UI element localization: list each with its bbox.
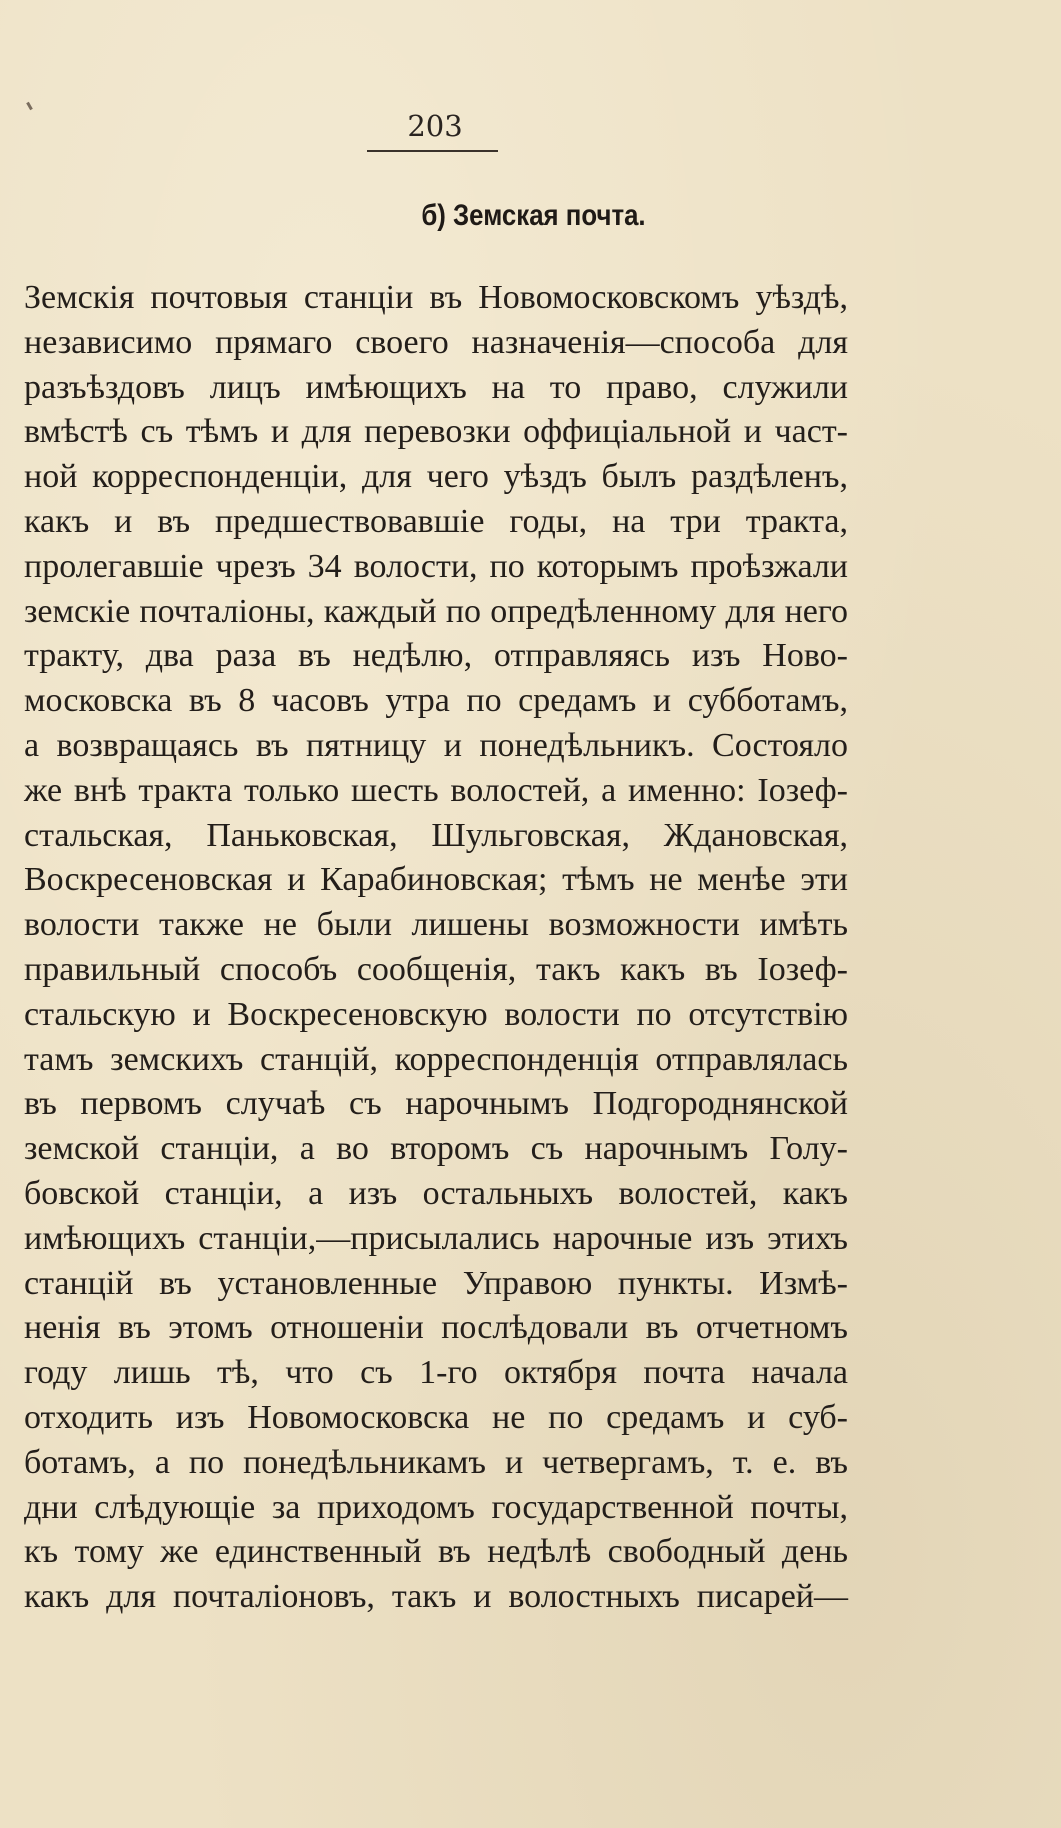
text-line: отходить изъ Новомосковска не по средамъ и суб- <box>24 1398 848 1436</box>
text-line: въ первомъ случаѣ съ нарочнымъ Подгороднянской <box>24 1085 848 1123</box>
stray-mark <box>26 102 33 110</box>
text-line: ботамъ, а по понедѣльникамъ и четвергамъ, т. е. въ <box>24 1443 848 1481</box>
text-line: какъ и въ предшествовавшіе годы, на три тракта, <box>24 502 848 540</box>
text-line: бовской станціи, а изъ остальныхъ волостей, какъ <box>24 1174 848 1212</box>
page-number-rule <box>367 150 498 152</box>
text-line: ной корреспонденціи, для чего уѣздъ былъ раздѣленъ, <box>24 458 848 496</box>
page-number: 203 <box>407 109 463 143</box>
body-lines <box>24 276 848 1620</box>
text-line: дни слѣдующіе за приходомъ государственной почты, <box>24 1488 848 1526</box>
section-heading: б) Земская почта. <box>421 199 646 232</box>
text-line: Воскресеновская и Карабиновская; тѣмъ не менѣе эти <box>24 861 848 899</box>
body-text <box>24 276 848 1620</box>
text-line: же внѣ тракта только шесть волостей, а именно: Іозеф- <box>24 771 848 809</box>
text-line: а возвращаясь въ пятницу и понедѣльникъ. Состояло <box>24 726 848 764</box>
text-line: имѣющихъ станціи,—присылались нарочные изъ этихъ <box>24 1219 848 1257</box>
text-line: московска въ 8 часовъ утра по средамъ и субботамъ, <box>24 682 848 720</box>
text-line: къ тому же единственный въ недѣлѣ свободный день <box>24 1533 848 1571</box>
text-line: разъѣздовъ лицъ имѣющихъ на то право, служили <box>24 368 848 406</box>
text-line: стальскую и Воскресеновскую волости по отсутствію <box>24 995 848 1033</box>
text-line: пролегавшіе чрезъ 34 волости, по которымъ проѣзжали <box>24 547 848 585</box>
text-line: волости также не были лишены возможности имѣть <box>24 906 848 944</box>
text-line: земской станціи, а во второмъ съ нарочнымъ Голу- <box>24 1130 848 1168</box>
text-line: какъ для почталіоновъ, такъ и волостныхъ писарей— <box>24 1578 848 1616</box>
text-line: Земскія почтовыя станціи въ Новомосковскомъ уѣздѣ, <box>24 279 848 316</box>
text-line: независимо прямаго своего назначенія—способа для <box>24 323 848 361</box>
text-line: году лишь тѣ, что съ 1-го октября почта начала <box>24 1354 848 1392</box>
text-line: ненія въ этомъ отношеніи послѣдовали въ отчетномъ <box>24 1309 848 1347</box>
text-line: тракту, два раза въ недѣлю, отправляясь изъ Ново- <box>24 637 848 675</box>
text-line: стальская, Паньковская, Шульговская, Ждановская, <box>24 816 848 854</box>
text-line: правильный способъ сообщенія, такъ какъ въ Іозеф- <box>24 950 848 988</box>
text-line: тамъ земскихъ станцій, корреспонденція отправлялась <box>24 1040 848 1078</box>
text-line: вмѣстѣ съ тѣмъ и для перевозки оффиціальной и част- <box>24 413 848 451</box>
text-line: земскіе почталіоны, каждый по опредѣленному для него <box>24 592 848 630</box>
text-line: станцій въ установленные Управою пункты. Измѣ- <box>24 1264 848 1302</box>
